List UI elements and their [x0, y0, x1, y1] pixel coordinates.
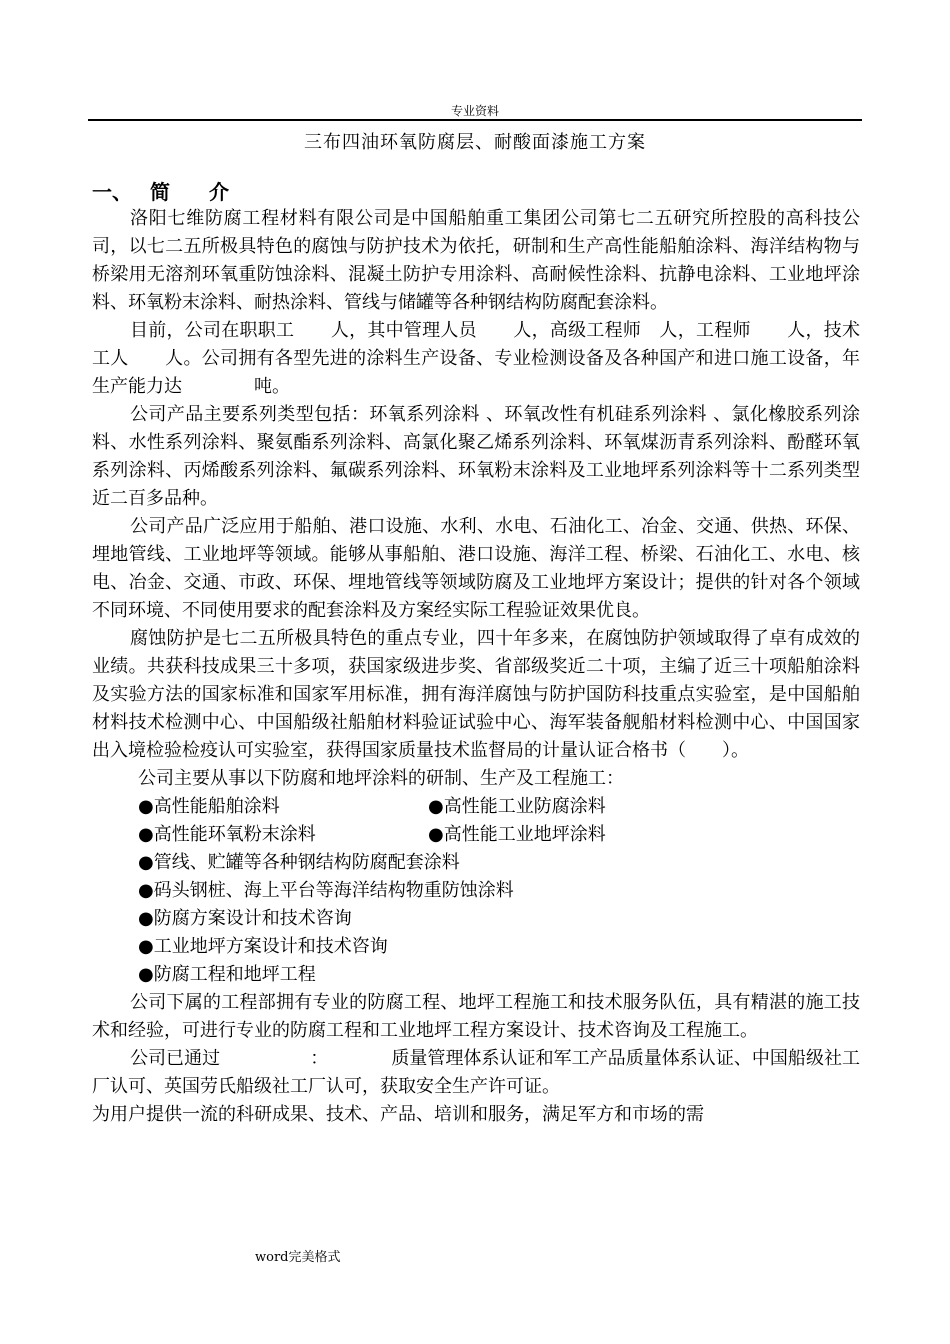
list-item-row — [92, 793, 860, 821]
list-item: ●高性能环氧粉末涂料 — [138, 824, 316, 845]
document-body — [92, 205, 860, 1129]
page-header: 专业资料 — [450, 104, 499, 118]
page-footer: word完美格式 — [255, 1250, 341, 1265]
list-item: ●防腐工程和地坪工程 — [138, 964, 316, 985]
paragraph-certification: 公司已通过 ： 质量管理体系认证和军工产品质量体系认证、中国船级社工厂认可、英国劳氏船级社工厂认可，获取安全生产许可证。 — [92, 1048, 860, 1097]
business-list — [92, 793, 860, 989]
document-title: 三布四油环氧防腐层、耐酸面漆施工方案 — [304, 132, 646, 153]
list-item: ●码头钢桩、海上平台等海洋结构物重防蚀涂料 — [138, 880, 514, 901]
paragraph-intro: 洛阳七维防腐工程材料有限公司是中国船舶重工集团公司第七二五研究所控股的高科技公司，以七二五所极具特色的腐蚀与防护技术为依托，研制和生产高性能船舶涂料、海洋结构物与桥梁用无溶剂环氧重防蚀涂料、混凝土防护专用涂料、高耐候性涂料、抗静电涂料、工业地坪涂料、环氧粉末涂料、耐热涂料、管线与储罐等各种钢结构防腐配套涂料。 — [92, 208, 860, 313]
section-heading-text: 简 介 — [150, 180, 245, 204]
list-item: ●高性能工业地坪涂料 — [428, 824, 606, 845]
paragraph-engineering: 公司下属的工程部拥有专业的防腐工程、地坪工程施工和技术服务队伍，具有精湛的施工技术和经验，可进行专业的防腐工程和工业地坪工程方案设计、技术咨询及工程施工。 — [92, 992, 860, 1041]
paragraph-business: 公司主要从事以下防腐和地坪涂料的研制、生产及工程施工： — [138, 768, 624, 789]
list-item: ●管线、贮罐等各种钢结构防腐配套涂料 — [138, 852, 460, 873]
paragraph-products: 公司产品主要系列类型包括：环氧系列涂料 、环氧改性有机硅系列涂料 、氯化橡胶系列涂料、水性系列涂料、聚氨酯系列涂料、高氯化聚乙烯系列涂料、环氧煤沥青系列涂料、酚醛环氧系列涂料、丙烯酸系列涂料、氟碳系列涂料、环氧粉末涂料及工业地坪系列涂料等十二系列类型近二百多品种。 — [92, 404, 860, 509]
paragraph-applications: 公司产品广泛应用于船舶、港口设施、水利、水电、石油化工、冶金、交通、供热、环保、埋地管线、工业地坪等领域。能够从事船舶、港口设施、海洋工程、桥梁、石油化工、水电、核电、冶金、交通、市政、环保、埋地管线等领域防腐及工业地坪方案设计；提供的针对各个领域不同环境、不同使用要求的配套涂料及方案经实际工程验证效果优良。 — [92, 516, 860, 621]
list-item: ●防腐方案设计和技术咨询 — [138, 908, 352, 929]
paragraph-service: 为用户提供一流的科研成果、技术、产品、培训和服务，满足军方和市场的需 — [92, 1104, 704, 1125]
header-rule — [88, 119, 862, 121]
list-item-row — [92, 821, 860, 849]
list-item: ●工业地坪方案设计和技术咨询 — [138, 936, 388, 957]
paragraph-staff: 目前，公司在职职工 人，其中管理人员 人，高级工程师 人，工程师 人，技术工人 人。公司拥有各型先进的涂料生产设备、专业检测设备及各种国产和进口施工设备，年生产能力达 吨。 — [92, 320, 860, 397]
section-heading — [92, 178, 245, 206]
list-item: ●高性能工业防腐涂料 — [428, 796, 606, 817]
section-number: 一、 — [92, 180, 132, 204]
paragraph-corrosion: 腐蚀防护是七二五所极具特色的重点专业，四十年多来，在腐蚀防护领域取得了卓有成效的业绩。共获科技成果三十多项，获国家级进步奖、省部级奖近二十项，主编了近三十项船舶涂料及实验方法的国家标准和国家军用标准，拥有海洋腐蚀与防护国防科技重点实验室，是中国船舶材料技术检测中心、中国船级社船舶材料验证试验中心、海军装备舰船材料检测中心、中国国家出入境检验检疫认可实验室，获得国家质量技术监督局的计量认证合格书（ ）。 — [92, 628, 860, 761]
list-item: ●高性能船舶涂料 — [138, 796, 280, 817]
